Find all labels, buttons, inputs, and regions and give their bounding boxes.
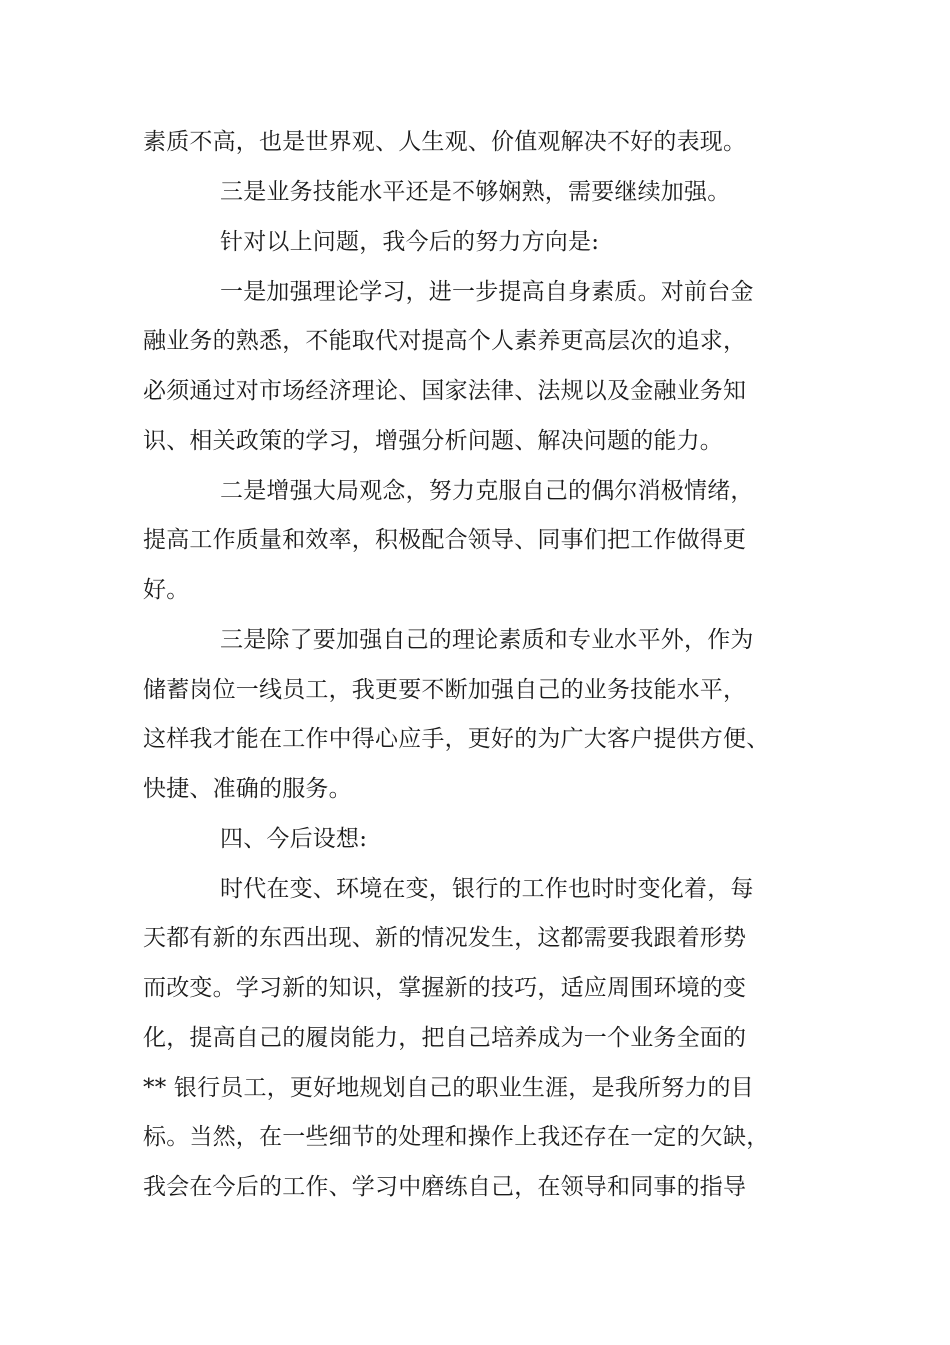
text-line: 一是加强理论学习，进一步提高自身素质。对前台金 <box>220 279 754 305</box>
text-line: 针对以上问题，我今后的努力方向是: <box>220 229 600 255</box>
text-line: 天都有新的东西出现、新的情况发生，这都需要我跟着形势 <box>143 925 747 951</box>
text-line: ** 银行员工，更好地规划自己的职业生涯，是我所努力的目 <box>143 1075 754 1101</box>
text-line: 而改变。学习新的知识，掌握新的技巧，适应周围环境的变 <box>143 975 747 1001</box>
text-line: 我会在今后的工作、学习中磨练自己，在领导和同事的指导 <box>143 1174 747 1200</box>
text-line: 标。当然，在一些细节的处理和操作上我还存在一定的欠缺， <box>143 1124 770 1150</box>
text-line: 时代在变、环境在变，银行的工作也时时变化着，每 <box>220 876 754 902</box>
text-line: 储蓄岗位一线员工，我更要不断加强自己的业务技能水平， <box>143 677 747 703</box>
text-line: 融业务的熟悉，不能取代对提高个人素养更高层次的追求， <box>143 328 747 354</box>
text-line: 快捷、准确的服务。 <box>143 776 352 802</box>
text-line: 二是增强大局观念，努力克服自己的偶尔消极情绪， <box>220 478 754 504</box>
text-line: 四、今后设想: <box>220 826 368 852</box>
text-line: 三是业务技能水平还是不够娴熟，需要继续加强。 <box>220 179 731 205</box>
text-line: 提高工作质量和效率，积极配合领导、同事们把工作做得更 <box>143 527 747 553</box>
text-line: 化，提高自己的履岗能力，把自己培养成为一个业务全面的 <box>143 1025 747 1051</box>
text-line: 三是除了要加强自己的理论素质和专业水平外，作为 <box>220 627 754 653</box>
text-line: 这样我才能在工作中得心应手，更好的为广大客户提供方便、 <box>143 726 770 752</box>
text-line: 必须通过对市场经济理论、国家法律、法规以及金融业务知 <box>143 378 747 404</box>
text-line: 识、相关政策的学习，增强分析问题、解决问题的能力。 <box>143 428 723 454</box>
text-line: 好。 <box>143 577 190 603</box>
text-line: 素质不高，也是世界观、人生观、价值观解决不好的表现。 <box>143 129 747 155</box>
